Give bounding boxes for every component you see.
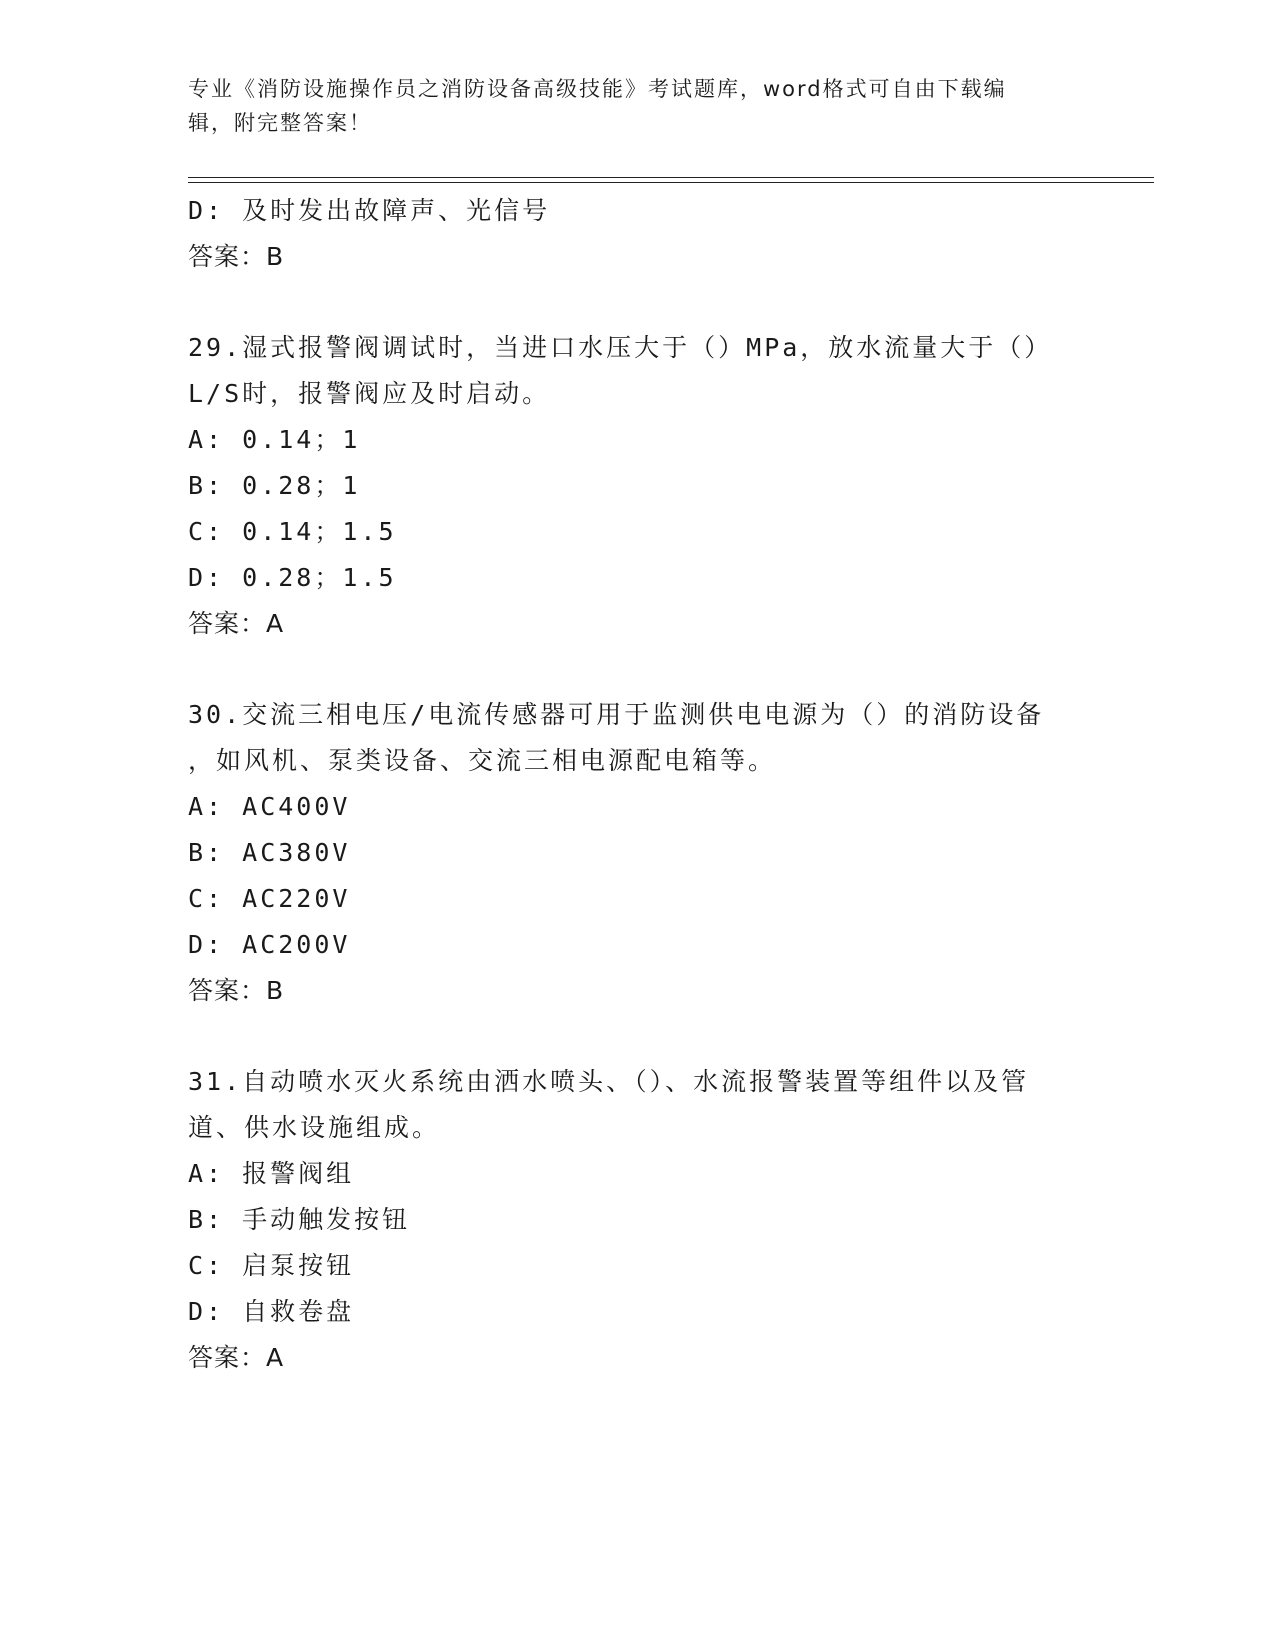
option-c: C: 启泵按钮 xyxy=(188,1251,355,1280)
question-stem-line-2: ，如风机、泵类设备、交流三相电源配电箱等。 xyxy=(188,746,777,775)
answer-line: 答案：A xyxy=(188,1343,285,1372)
option-b: B: AC380V xyxy=(188,838,351,867)
question-29 xyxy=(188,325,1088,647)
previous-question-tail xyxy=(188,188,1088,280)
answer-line: 答案：A xyxy=(188,609,285,638)
header-rule-bottom xyxy=(188,182,1154,183)
spacer xyxy=(188,1014,1088,1059)
option-b: B: 0.28；1 xyxy=(188,471,361,500)
header-rule-top xyxy=(188,177,1154,178)
option-a: A: AC400V xyxy=(188,792,351,821)
option-d: D: 自救卷盘 xyxy=(188,1297,355,1326)
question-stem-line-1: 30.交流三相电压/电流传感器可用于监测供电电源为（）的消防设备 xyxy=(188,700,1045,729)
question-stem-line-1: 31.自动喷水灭火系统由洒水喷头、（）、水流报警装置等组件以及管 xyxy=(188,1067,1030,1096)
spacer xyxy=(188,280,1088,325)
question-stem-line-1: 29.湿式报警阀调试时，当进口水压大于（）MPa，放水流量大于（） xyxy=(188,333,1053,362)
answer-line: 答案：B xyxy=(188,976,285,1005)
question-30 xyxy=(188,692,1088,1014)
option-a: A: 报警阀组 xyxy=(188,1159,355,1188)
answer-line: 答案：B xyxy=(188,242,285,271)
document-body xyxy=(188,188,1088,1381)
spacer xyxy=(188,647,1088,692)
question-stem-line-2: L/S时，报警阀应及时启动。 xyxy=(188,379,551,408)
question-stem-line-2: 道、供水设施组成。 xyxy=(188,1113,441,1142)
option-d: D: AC200V xyxy=(188,930,351,959)
option-c: C: 0.14；1.5 xyxy=(188,517,397,546)
option-c: C: AC220V xyxy=(188,884,351,913)
option-d: D: 及时发出故障声、光信号 xyxy=(188,196,551,225)
header-line-2: 辑，附完整答案！ xyxy=(188,111,372,135)
header-line-1: 专业《消防设施操作员之消防设备高级技能》考试题库，word格式可自由下载编 xyxy=(188,77,1007,101)
option-b: B: 手动触发按钮 xyxy=(188,1205,411,1234)
option-a: A: 0.14；1 xyxy=(188,425,361,454)
option-d: D: 0.28；1.5 xyxy=(188,563,397,592)
question-31 xyxy=(188,1059,1088,1381)
document-header xyxy=(188,72,1088,140)
